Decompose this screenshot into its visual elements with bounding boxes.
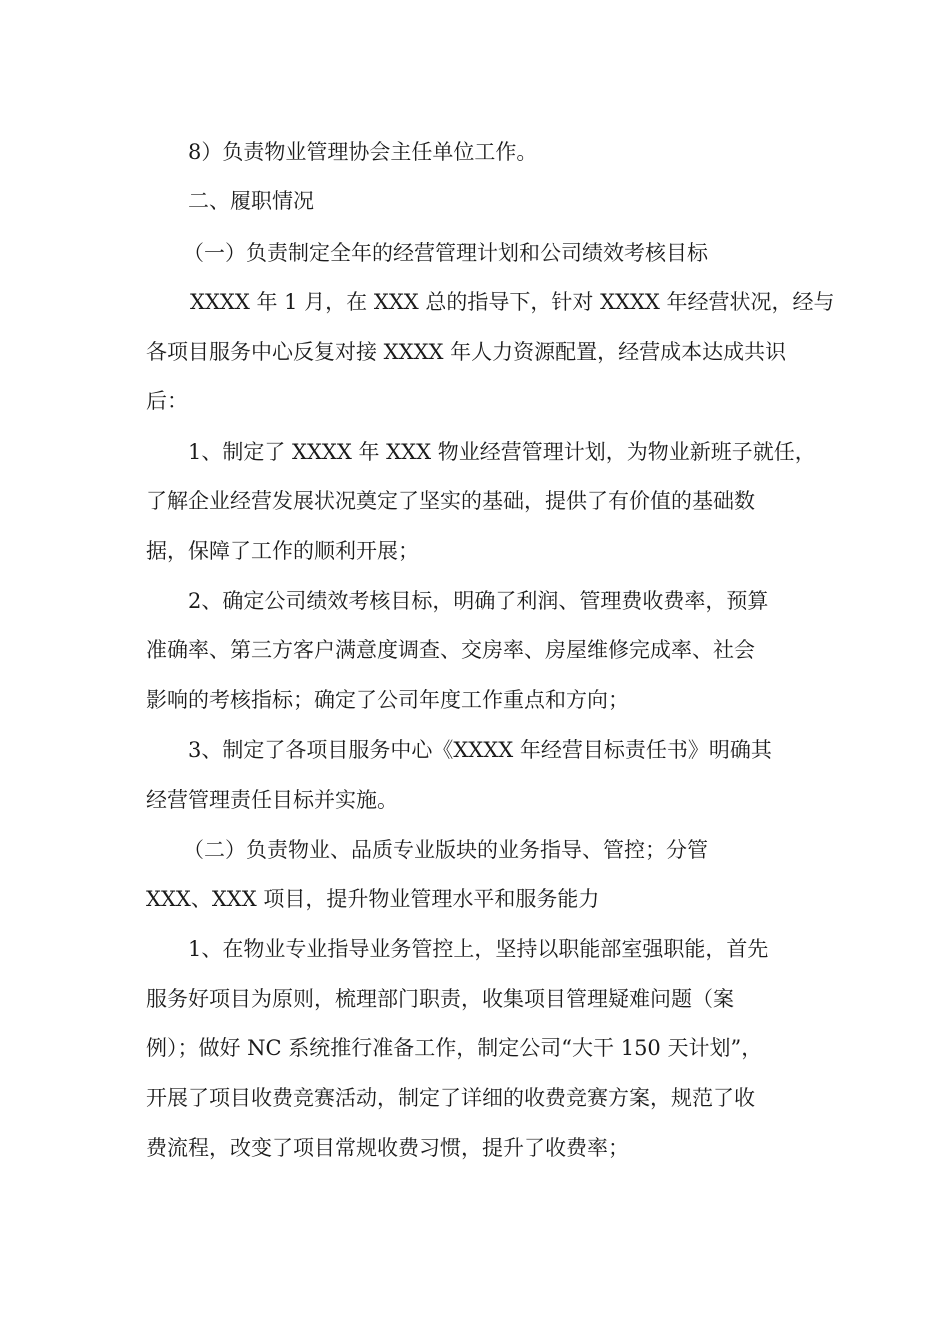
paragraph-line: 1、在物业专业指导业务管控上，坚持以职能部室强职能，首先 (188, 937, 769, 961)
text-line-8-duty: 8）负责物业管理协会主任单位工作。 (188, 140, 538, 164)
subheading-2-continued: XXX、XXX 项目，提升物业管理水平和服务能力 (146, 887, 600, 911)
paragraph-line: 例）；做好 NC 系统推行准备工作，制定公司“大干 150 天计划”， (146, 1036, 763, 1060)
paragraph-line: 后： (146, 389, 188, 413)
paragraph-line: 影响的考核指标；确定了公司年度工作重点和方向； (146, 688, 629, 712)
subheading-2: （二）负责物业、品质专业版块的业务指导、管控；分管 (183, 838, 708, 862)
paragraph-line: 据，保障了工作的顺利开展； (146, 539, 419, 563)
paragraph-line: XXXX 年 1 月，在 XXX 总的指导下，针对 XXXX 年经营状况，经与 (190, 290, 835, 314)
paragraph-line: 准确率、第三方客户满意度调查、交房率、房屋维修完成率、社会 (146, 638, 755, 662)
paragraph-line: 1、制定了 XXXX 年 XXX 物业经营管理计划，为物业新班子就任， (188, 440, 816, 464)
paragraph-line: 了解企业经营发展状况奠定了坚实的基础，提供了有价值的基础数 (146, 489, 755, 513)
paragraph-line: 3、制定了各项目服务中心《XXXX 年经营目标责任书》明确其 (188, 738, 772, 762)
section-heading-performance: 二、履职情况 (188, 189, 314, 213)
paragraph-line: 开展了项目收费竞赛活动，制定了详细的收费竞赛方案，规范了收 (146, 1086, 755, 1110)
paragraph-line: 经营管理责任目标并实施。 (146, 788, 398, 812)
subheading-1: （一）负责制定全年的经营管理计划和公司绩效考核目标 (183, 241, 708, 265)
paragraph-line: 费流程，改变了项目常规收费习惯，提升了收费率； (146, 1136, 629, 1160)
paragraph-line: 各项目服务中心反复对接 XXXX 年人力资源配置，经营成本达成共识 (146, 340, 787, 364)
paragraph-line: 2、确定公司绩效考核目标，明确了利润、管理费收费率，预算 (188, 589, 769, 613)
paragraph-line: 服务好项目为原则，梳理部门职责，收集项目管理疑难问题（案 (146, 987, 734, 1011)
